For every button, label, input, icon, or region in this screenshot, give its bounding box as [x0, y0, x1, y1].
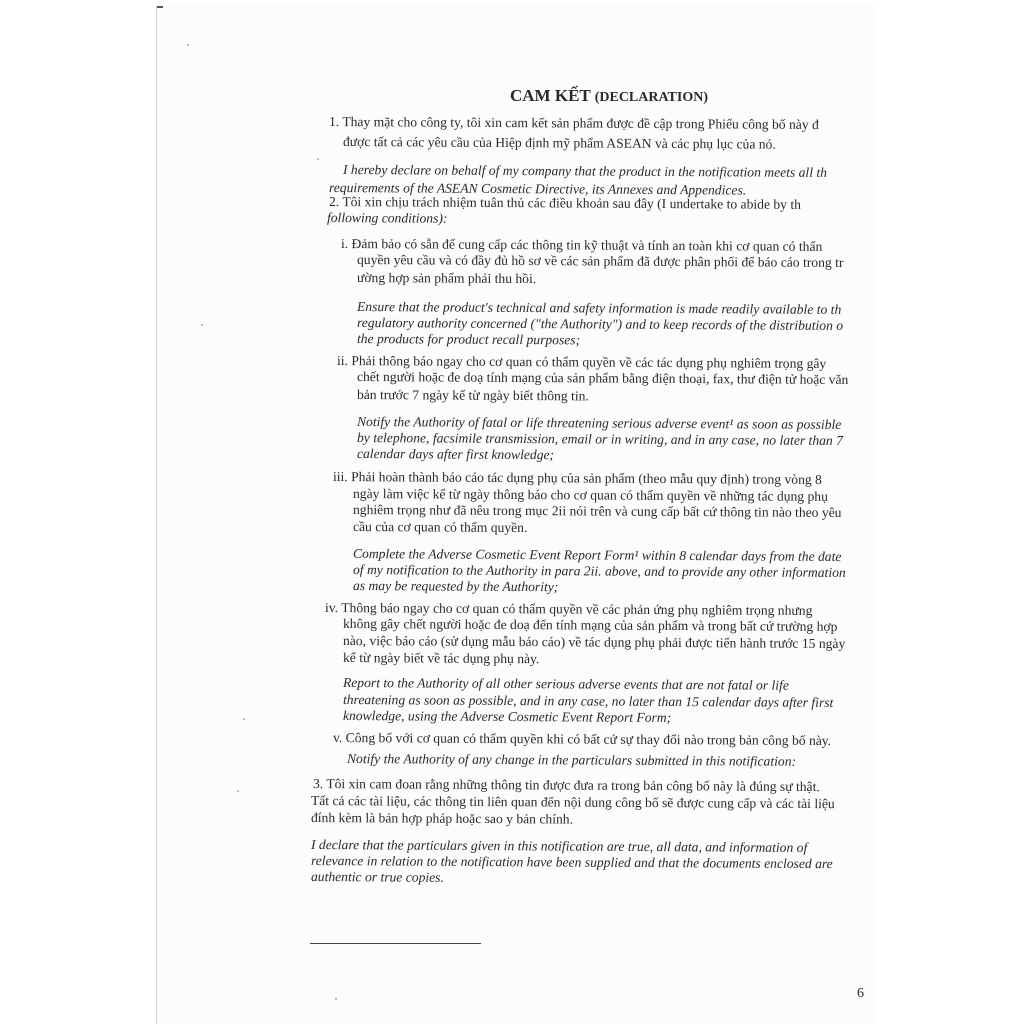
scan-speck — [187, 44, 189, 46]
text-line: Tất cả các tài liệu, các thông tin liên quan đến nội dung công bố sẽ được cung cấp và các tài liệu — [310, 793, 835, 812]
text-line: nghiêm trọng như đã nêu trong mục 2ii nói trên và cung cấp bất cứ thông tin nào theo yêu — [352, 502, 842, 520]
scan-speck — [243, 718, 245, 720]
text-line: i. Đảm bảo có sẵn để cung cấp các thông tin kỹ thuật và tính an toàn khi cơ quan có thẩn — [340, 236, 823, 254]
text-line: bản trước 7 ngày kể từ ngày biết thông tin. — [356, 387, 589, 404]
text-line: authentic or true copies. — [310, 869, 444, 885]
text-line: Ensure that the product's technical and safety information is made readily available to th — [356, 299, 842, 317]
scan-speck — [237, 790, 239, 792]
text-line: calendar days after first knowledge; — [356, 446, 555, 463]
text-line: 3. Tôi xin cam đoan rằng những thông tin được đưa ra trong bản công bố này là đúng sự thật. — [312, 776, 820, 795]
text-line: as may be requested by the Authority; — [352, 578, 559, 595]
document-page — [156, 6, 875, 1024]
text-line: I declare that the particulars given in this notification are true, all data, and information of — [310, 837, 808, 856]
text-line: quyền yêu cầu và có đầy đủ hồ sơ về các sản phẩm đã được phân phối để báo cáo trong tr — [356, 252, 844, 270]
text-line: được tất cả các yêu cầu của Hiệp định mỹ phẩm ASEAN và các phụ lục của nó. — [342, 134, 776, 152]
text-line: Notify the Authority of any change in the particulars submitted in this notification: — [346, 751, 797, 769]
text-line: Report to the Authority of all other serious adverse events that are not fatal or life — [342, 675, 789, 693]
text-line: v. Công bố với cơ quan có thẩm quyền khi có bất cứ sự thay đổi nào trong bản công bố này. — [332, 730, 832, 749]
text-line: I hereby declare on behalf of my company that the product in the notification meets all th — [342, 162, 828, 180]
text-line: following conditions): — [326, 210, 448, 226]
text-line: Complete the Adverse Cosmetic Event Report Form¹ within 8 calendar days from the date — [352, 546, 842, 564]
text-line: đính kèm là bản hợp pháp hoặc sao y bản chính. — [310, 810, 574, 827]
text-line: cầu của cơ quan có thẩm quyền. — [352, 519, 528, 536]
text-line: iv. Thông báo ngay cho cơ quan có thẩm quyền về các phản ứng phụ nghiêm trọng nhưng — [324, 600, 813, 618]
text-line: of my notification to the Authority in para 2ii. above, and to provide any other information — [352, 562, 846, 581]
text-line: chết người hoặc đe doạ tính mạng của sản phẩm bằng điện thoại, fax, thư điện tử hoặc văn — [356, 369, 849, 388]
text-line: threatening as soon as possible, and in any case, no later than 15 calendar days after first — [342, 692, 834, 710]
page-number: 6 — [857, 986, 864, 1001]
text-line: by telephone, facsimile transmission, email or in writing, and in any case, no later than 7 — [356, 430, 843, 448]
scan-speck — [317, 158, 319, 160]
text-line: ường hợp sản phẩm phải thu hồi. — [356, 270, 537, 287]
text-line: không gây chết người hoặc đe doạ đến tính mạng của sản phẩm và trong bất cứ trường hợp — [342, 616, 838, 635]
text-line: iii. Phải hoàn thành báo cáo tác dụng phụ của sản phẩm (theo mẫu quy định) trong vòng 8 — [332, 469, 822, 487]
text-line: nào, việc báo cáo (sử dụng mẫu báo cáo) về tác dụng phụ phải được tiến hành trước 15 ngày — [342, 633, 846, 652]
text-line: 1. Thay mặt cho công ty, tôi xin cam kết sản phẩm được đề cập trong Phiếu công bố này đ — [328, 114, 819, 132]
text-line: kể từ ngày biết về tác dụng phụ này. — [342, 650, 540, 667]
footnote-separator — [310, 943, 481, 944]
scan-speck — [201, 324, 203, 326]
text-line: ngày làm việc kể từ ngày thông báo cho cơ quan có thẩm quyền về những tác dụng phụ — [352, 486, 828, 504]
text-line: requirements of the ASEAN Cosmetic Directive, its Annexes and Appendices. — [328, 180, 747, 198]
scan-speck — [335, 998, 337, 1000]
title-english: (DECLARATION) — [594, 90, 709, 105]
text-line: relevance in relation to the notification have been supplied and that the documents enclosed are — [310, 853, 833, 872]
text-line: the products for product recall purposes; — [356, 331, 581, 348]
text-line: regulatory authority concerned ("the Authority") and to keep records of the distribution o — [356, 315, 844, 333]
text-line: 2. Tôi xin chịu trách nhiệm tuân thủ các điều khoản sau đây (I undertake to abide by th — [328, 194, 802, 212]
text-line: ii. Phải thông báo ngay cho cơ quan có thẩm quyền về các tác dụng phụ nghiêm trọng gây — [336, 353, 827, 371]
text-line: Notify the Authority of fatal or life threatening serious adverse event¹ as soon as possible — [356, 414, 842, 432]
text-line: knowledge, using the Adverse Cosmetic Event Report Form; — [342, 708, 672, 726]
title-vietnamese: CAM KẾT — [510, 86, 591, 105]
document-body — [157, 6, 875, 1024]
